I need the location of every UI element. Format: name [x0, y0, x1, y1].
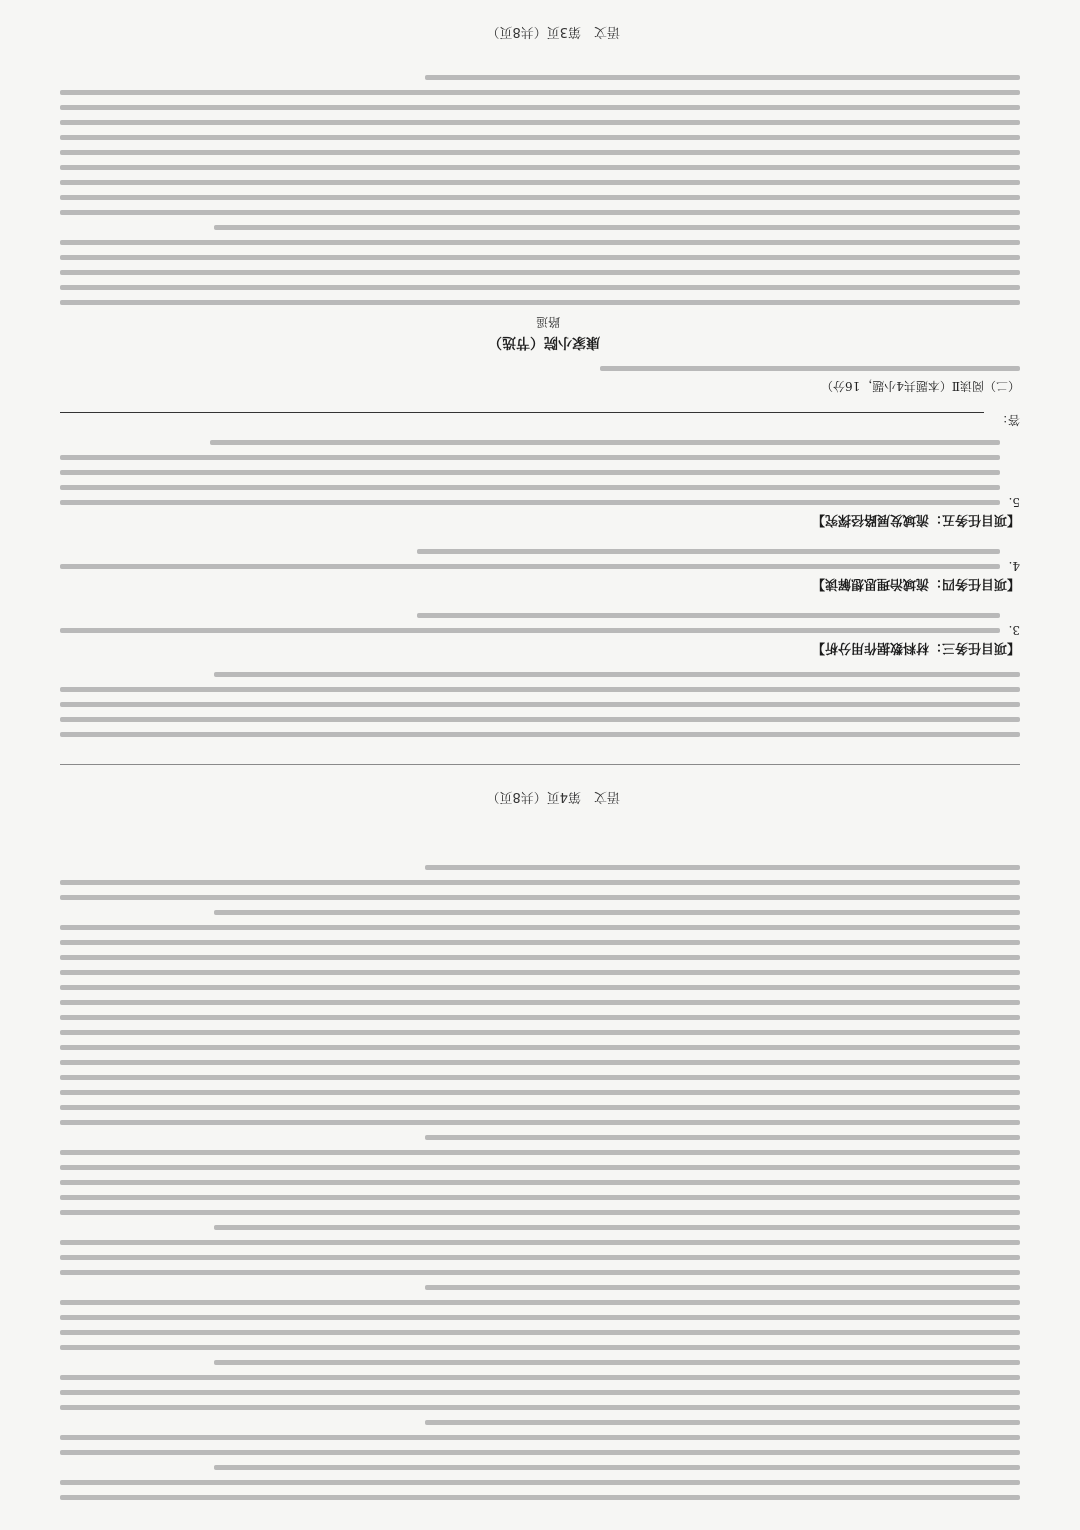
text-line: [60, 165, 1020, 170]
text-line: [60, 240, 1020, 245]
text-line: [60, 150, 1020, 155]
text-line: [60, 940, 1020, 945]
reading-instruction: [600, 356, 1020, 371]
question-5-number: 5.: [1008, 495, 1020, 509]
section-4-heading: 【项目任务四：流域治理思想解读】: [811, 576, 1020, 591]
passage-body-page-4: [60, 855, 1020, 1500]
text-line: [600, 366, 1020, 371]
text-line: [60, 1450, 1020, 1455]
section-3-heading: 【项目任务三：材料数据作用分析】: [811, 640, 1020, 655]
text-line: [60, 1390, 1020, 1395]
text-line: [60, 270, 1020, 275]
text-line: [60, 1075, 1020, 1080]
text-line: [60, 135, 1020, 140]
text-line: [60, 1045, 1020, 1050]
text-line: [60, 687, 1020, 692]
text-line: [60, 1150, 1020, 1155]
text-line: [60, 210, 1020, 215]
text-line: [60, 470, 1000, 475]
text-line: [60, 1345, 1020, 1350]
text-line: [60, 880, 1020, 885]
page-4-rotated-content: [0, 765, 1080, 1530]
text-line: [60, 1480, 1020, 1485]
question-4-text: [60, 539, 1000, 569]
text-line: [425, 1420, 1020, 1425]
question-4-number: 4.: [1008, 559, 1020, 573]
text-line: [60, 105, 1020, 110]
text-line: [60, 1405, 1020, 1410]
page-3-footer: 语文 第3页（共8页）: [486, 24, 620, 39]
text-line: [417, 549, 1000, 554]
text-line: [60, 1300, 1020, 1305]
text-line: [60, 717, 1020, 722]
text-line: [60, 285, 1020, 290]
text-line: [60, 1375, 1020, 1380]
passage-title: 康家小院（节选）: [488, 334, 600, 350]
text-line: [214, 225, 1020, 230]
text-line: [60, 1240, 1020, 1245]
text-line: [425, 1135, 1020, 1140]
question-5-text: [60, 430, 1000, 505]
text-line: [60, 1210, 1020, 1215]
section-5-heading: 【项目任务五：流域发展路径探究】: [811, 512, 1020, 527]
text-line: [60, 1180, 1020, 1185]
text-line: [60, 1270, 1020, 1275]
page-4-footer: 语文 第4页（共8页）: [486, 789, 620, 804]
text-line: [214, 1465, 1020, 1470]
text-line: [425, 865, 1020, 870]
text-line: [214, 1225, 1020, 1230]
text-line: [417, 613, 1000, 618]
exam-page-4: [0, 765, 1080, 1530]
text-line: [60, 1330, 1020, 1335]
text-line: [60, 300, 1020, 305]
answer-label: 答：: [995, 413, 1020, 427]
text-line: [60, 564, 1000, 569]
text-line: [60, 1165, 1020, 1170]
text-line: [60, 1315, 1020, 1320]
text-line: [60, 970, 1020, 975]
text-line: [60, 1090, 1020, 1095]
text-line: [60, 1030, 1020, 1035]
text-line: [60, 1000, 1020, 1005]
text-line: [60, 628, 1000, 633]
answer-line: [60, 412, 984, 413]
passage-body-page-3: [60, 65, 1020, 305]
text-line: [210, 440, 1000, 445]
text-line: [60, 895, 1020, 900]
text-line: [60, 955, 1020, 960]
question-3-text: [60, 603, 1000, 633]
passage-author: 路遥: [535, 315, 560, 329]
text-line: [60, 255, 1020, 260]
text-line: [60, 1060, 1020, 1065]
text-line: [425, 1285, 1020, 1290]
text-line: [60, 500, 1000, 505]
text-line: [214, 1360, 1020, 1365]
text-line: [60, 485, 1000, 490]
text-line: [60, 1195, 1020, 1200]
text-line: [214, 910, 1020, 915]
text-line: [60, 1105, 1020, 1110]
text-line: [60, 455, 1000, 460]
text-line: [60, 1435, 1020, 1440]
text-line: [60, 732, 1020, 737]
text-line: [60, 120, 1020, 125]
text-line: [60, 1255, 1020, 1260]
question-3-number: 3.: [1008, 623, 1020, 637]
page-3-opening-text: [60, 662, 1020, 737]
text-line: [60, 180, 1020, 185]
text-line: [60, 90, 1020, 95]
text-line: [60, 1120, 1020, 1125]
text-line: [214, 672, 1020, 677]
text-line: [60, 925, 1020, 930]
text-line: [60, 985, 1020, 990]
text-line: [60, 195, 1020, 200]
text-line: [60, 1015, 1020, 1020]
text-line: [60, 702, 1020, 707]
reading-section-label: （二）阅读Ⅱ（本题共4小题，16分）: [820, 379, 1020, 393]
text-line: [60, 1495, 1020, 1500]
text-line: [425, 75, 1020, 80]
